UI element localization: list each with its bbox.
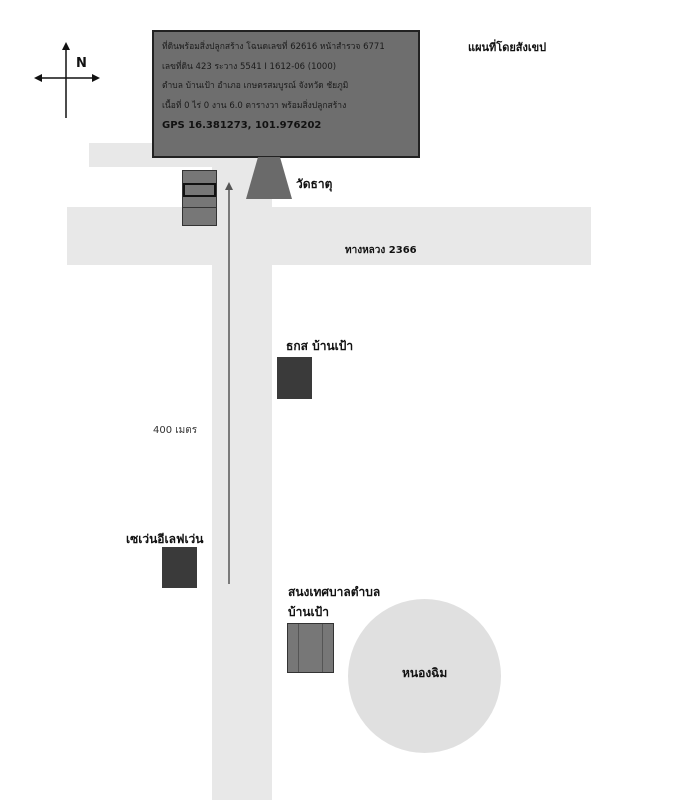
distance-arrow <box>222 182 236 584</box>
target-property-building <box>182 170 217 226</box>
highway-2366 <box>67 207 591 265</box>
seven-eleven-label: เซเว่นอีเลฟเว่น <box>126 532 204 546</box>
gps-coordinates: GPS 16.381273, 101.976202 <box>162 120 322 131</box>
info-line: ตำบล บ้านเป้า อำเภอ เกษตรสมบูรณ์ จังหวัด ชัยภูมิ <box>162 81 349 91</box>
municipal-office-building <box>287 623 334 673</box>
seven-eleven-building <box>162 547 197 588</box>
map-title: แผนที่โดยสังเขป <box>468 41 547 54</box>
highway-label: ทางหลวง 2366 <box>345 245 417 256</box>
municipal-office-label-line1: สนงเทศบาลตำบล <box>288 585 381 599</box>
info-line: ที่ดินพร้อมสิ่งปลูกสร้าง โฉนดเลขที่ 62616 หน้าสำรวจ 6771 <box>162 42 385 52</box>
info-line: เลขที่ดิน 423 ระวาง 5541 I 1612-06 (1000) <box>162 61 337 72</box>
distance-label: 400 เมตร <box>153 425 198 436</box>
municipal-office-label-line2: บ้านเป้า <box>288 605 330 619</box>
temple-label: วัดธาตุ <box>296 177 333 191</box>
main-vertical-road <box>212 143 272 800</box>
bank-label: ธกส บ้านเป้า <box>286 339 354 353</box>
compass-icon <box>34 42 104 122</box>
bank-building <box>277 357 312 399</box>
pond-label: หนองฉิม <box>402 666 448 680</box>
temple-icon <box>244 157 294 199</box>
property-info-box <box>152 30 420 158</box>
north-label: N <box>76 56 87 71</box>
info-line: เนื้อที่ 0 ไร่ 0 งาน 6.0 ตารางวา พร้อมสิ่งปลูกสร้าง <box>162 100 347 111</box>
